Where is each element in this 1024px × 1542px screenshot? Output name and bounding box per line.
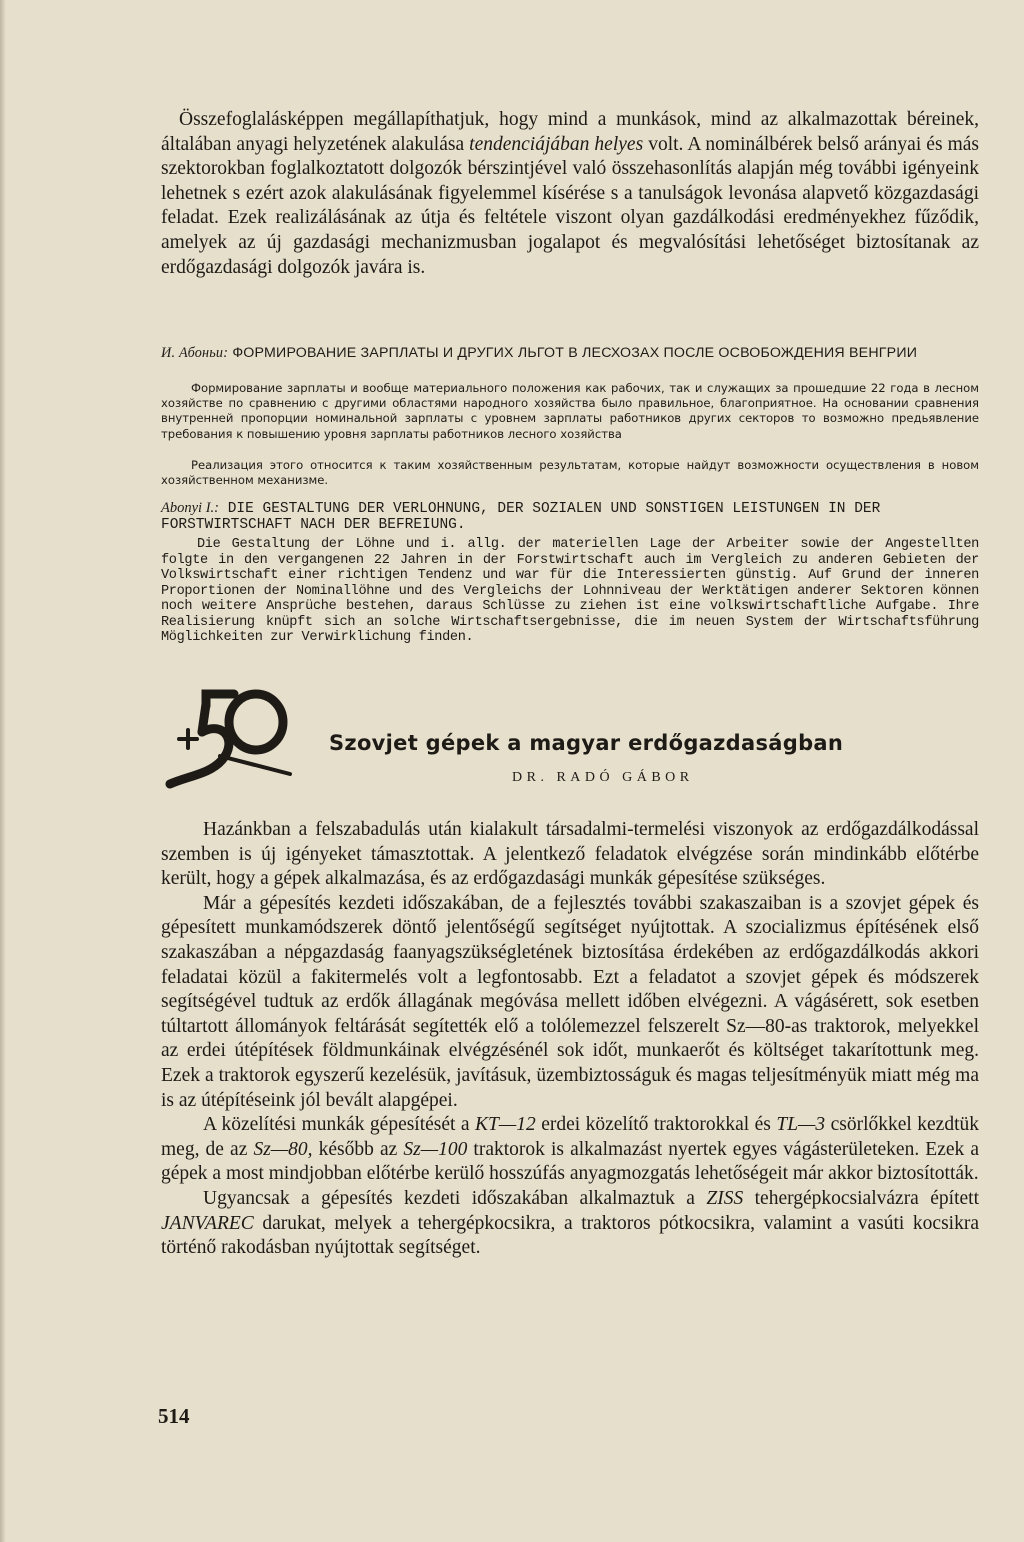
page-binding-edge (0, 0, 6, 1542)
german-summary-paragraph: Die Gestaltung der Löhne und i. allg. der materiellen Lage der Arbeiter sowie der Angestellten folgte in den vergangenen 22 Jahren in der Forstwirtschaft auch im Vergleich zu anderen Gebieten der Volkswirtschaft einer richtigen Tendenz und war für die Interessierten günstig. Auf Grund der inneren Proportionen der Nominallöhne und des Vergleichs der Lohnniveau der Werktätigen anderer Sektoren können noch weitere Ansprüche bestehen, daraus Schlüsse zu ziehen ist eine volkswirtschaftliche Aufgabe. Ihre Realisierung knüpft sich an solche Wirtschaftsergebnisse, die im neuen System der Wirtschaftsführung Möglichkeiten zur Verwirklichung finden. (161, 537, 979, 645)
article-paragraph-2: Már a gépesítés kezdeti időszakában, de a fejlesztés további szakaszaiban is a szovjet gépek és gépesített munkamódszerek döntő jelentőségű segítséget nyújtottak. A szocializmus építésének első szakaszában a népgazdaság faanyagszükségletének biztosítása érdekében az erdőgazdálkodás akkori feladatai közül a fakitermelés volt a legfontosabb. Ezt a feladatot a szovjet gépek és módszerek segítségével tudtuk az erdők állagának megóvása mellett időben elvégezni. A vágásérett, sok esetben túltartott állományok feltárását segítették elő a tolólemezzel felszerelt Sz—80-as traktorok, melyekkel az erdei útépítések földmunkáinak elvégzésénél sok időt, munkaerőt és költséget takarítottunk meg. Ezek a traktorok egyszerű kezelésük, javításuk, üzembiztosságuk és magas teljesítményük miatt még ma is az útépítéseink jól bevált alapgépei. (161, 892, 979, 1111)
german-summary-title: DIE GESTALTUNG DER VERLOHNUNG, DER SOZIALEN UND SONSTIGEN LEISTUNGEN IN DER FORSTWIRTSCHAFT NACH DER BEFREIUNG. (161, 501, 881, 533)
anniversary-50-emblem (164, 686, 294, 794)
emblem-tick (179, 730, 197, 748)
russian-summary-heading (161, 345, 979, 361)
russian-summary-author: И. Абоньи: (161, 345, 229, 361)
article-body (161, 818, 979, 1261)
article-title: Szovjet gépek a magyar erdőgazdaságban (329, 731, 844, 755)
russian-summary-paragraph-2: Реализация этого относится к таким хозяйственным результатам, которые найдут возможности осуществления в новом хозяйственном механизме. (161, 458, 979, 488)
german-summary-author: Abonyi I.: (161, 500, 219, 516)
page-number: 514 (158, 1404, 190, 1428)
article-paragraph-3: A közelítési munkák gépesítését a KT—12 erdei közelítő traktorokkal és TL—3 csörlőkkel kezdtük meg, de az Sz—80, később az Sz—100 traktorok is alkalmazást nyertek egyes vágásterületeken. Ezek a gépek a most mindjobban előtérbe kerülő hosszúfás anyagmozgatás lehetőségeit már akkor biztosították. (161, 1114, 980, 1185)
summary-paragraph: Összefoglalásképpen megállapíthatjuk, hogy mind a munkások, mind az alkalmazottak béreinek, általában anyagi helyzetének alakulása tendenciájában helyes volt. A nominálbérek belső arányai és más szektorokban foglalkoztatott dolgozók bérszintjével való összehasonlítás alapján még további igényeink lehetnek s ezért azok alakulásának figyelemmel kísérése s a tanulságok levonása alapvető közgazdasági feladat. Ezek realizálásának az útja és feltétele viszont olyan gazdálkodási eredményekhez fűződik, amelyek az új gazdasági mechanizmusban jogalapot és megvalósítási lehetőséget biztosítanak az erdőgazdasági dolgozók javára is. (161, 109, 979, 278)
russian-summary-title: ФОРМИРОВАНИЕ ЗАРПЛАТЫ И ДРУГИХ ЛЬГОТ В ЛЕСХОЗАХ ПОСЛЕ ОСВОБОЖДЕНИЯ ВЕНГРИИ (232, 345, 918, 361)
german-summary-heading (161, 500, 979, 533)
emblem-swash (220, 756, 290, 774)
article-paragraph-4: Ugyancsak a gépesítés kezdeti időszakában alkalmaztuk a ZISS tehergépkocsialvázra épített JANVAREC darukat, melyek a tehergépkocsikra, a traktoros pótkocsikra, valamint a vasúti kocsikra történő rakodásban nyújtottak segítséget. (161, 1187, 979, 1259)
russian-summary-paragraph-1: Формирование зарплаты и вообще материального положения как рабочих, так и служащих за прошедшие 22 года в лесном хозяйстве по сравнению с другими областями народного хозяйства было правильное, благоприятное. На основании сравнения внутренней пропорции номинальной зарплаты с уровнем зарплаты работников других секторов то возможно предьявление требования к повышению уровня зарплаты работников лесного хозяйства (161, 381, 979, 441)
article-paragraph-1: Hazánkban a felszabadulás után kialakult társadalmi-termelési viszonyok az erdőgazdálkodással szemben is új igényeket támasztottak. A jelentkező feladatok elvégzése során mindinkább előtérbe került, hogy a gépek alkalmazása, és az erdőgazdasági munkák gépesítése szükséges. (161, 819, 979, 890)
emblem-zero (229, 694, 283, 750)
article-author: DR. RADÓ GÁBOR (512, 770, 694, 785)
